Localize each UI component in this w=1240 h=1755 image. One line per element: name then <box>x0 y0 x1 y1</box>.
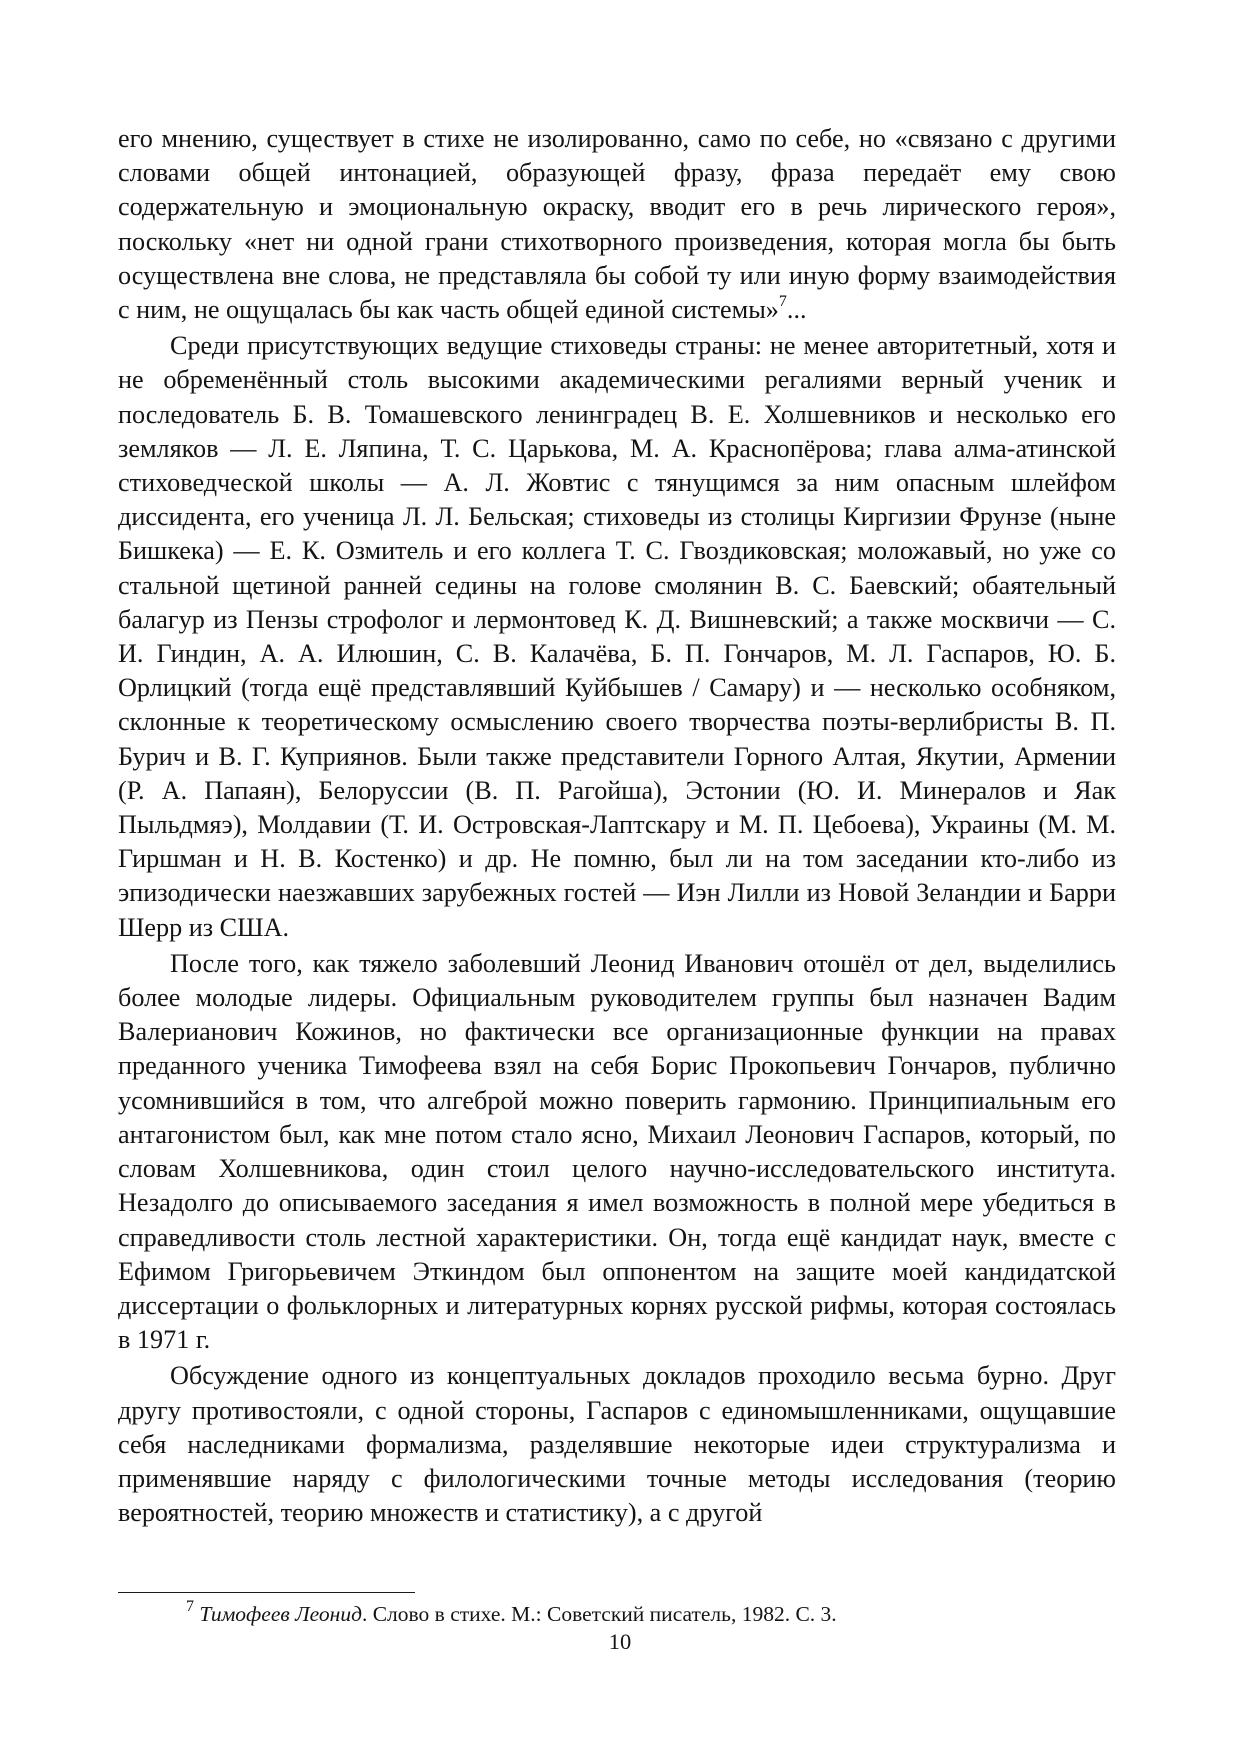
paragraph-1-ellipsis: ... <box>786 295 807 325</box>
paragraph-4: Обсуждение одного из концептуальных докладов проходило весьма бурно. Друг другу противостояли, с одной стороны, Гаспаров с единомышленниками, ощущавшие себя наследниками формализма, разделявшие некоторые идеи структурализма и применявшие наряду с филологическими точные методы исследования (теорию вероятностей, теорию множеств и статистику), а с другой <box>118 1361 1116 1528</box>
footnote-number: 7 <box>186 1597 194 1615</box>
footnote-separator <box>118 1592 415 1593</box>
footnote-citation: . Слово в стихе. М.: Советский писатель, 1982. С. 3. <box>361 1602 837 1626</box>
paragraph-3: После того, как тяжело заболевший Леонид Иванович отошёл от дел, выделились более молодые лидеры. Официальным руководителем группы был назначен Вадим Валерианович Кожинов, но фактически все организационные функции на правах преданного ученика Тимофеева взял на себя Борис Прокопьевич Гончаров, публично усомнившийся в том, что алгеброй можно поверить гармонию. Принципиальным его антагонистом был, как мне потом стало ясно, Михаил Леонович Гаспаров, который, по словам Холшевникова, один стоил целого научно-исследовательского института. Незадолго до описываемого заседания я имел возможность в полной мере убедиться в справедливости столь лестной характеристики. Он, тогда ещё кандидат наук, вместе с Ефимом Григорьевичем Эткиндом был оппонентом на защите моей кандидатской диссертации о фольклорных и литературных корнях русской рифмы, которая состоялась в 1971 г. <box>118 948 1116 1355</box>
footnote <box>186 1597 1116 1628</box>
footnote-reference[interactable]: 7 <box>778 293 787 311</box>
footnote-author: Тимофеев Леонид <box>199 1602 362 1626</box>
body-text <box>118 122 1116 1530</box>
page-number: 10 <box>608 1629 632 1654</box>
paragraph-1 <box>118 122 1116 327</box>
paragraph-2: Среди присутствующих ведущие стиховеды страны: не менее авторитетный, хотя и не обременённый столь высокими академическими регалиями верный ученик и последователь Б. В. Томашевского ленинградец В. Е. Холшевников и несколько его земляков — Л. Е. Ляпина, Т. С. Царькова, М. А. Краснопёрова; глава алма-атинской стиховедческой школы — А. Л. Жовтис с тянущимся за ним опасным шлейфом диссидента, его ученица Л. Л. Бельская; стиховеды из столицы Киргизии Фрунзе (ныне Бишкека) — Е. К. Озмитель и его коллега Т. С. Гвоздиковская; моложавый, но уже со стальной щетиной ранней седины на голове смолянин В. С. Баевский; обаятельный балагур из Пензы строфолог и лермонтовед К. Д. Вишневский; а также москвичи — С. И. Гиндин, А. А. Илюшин, С. В. Калачёва, Б. П. Гончаров, М. Л. Гаспаров, Ю. Б. Орлицкий (тогда ещё представлявший Куйбышев / Самару) и — несколько особняком, склонные к теоретическому осмыслению своего творчества поэты-верлибристы В. П. Бурич и В. Г. Куприянов. Были также представители Горного Алтая, Якутии, Армении (Р. А. Папаян), Белоруссии (В. П. Рагойша), Эстонии (Ю. И. Минералов и Яак Пыльдмяэ), Молдавии (Т. И. Островская-Лаптскару и М. П. Цебоева), Украины (М. М. Гиршман и Н. В. Костенко) и др. Не помню, был ли на том заседании кто-либо из эпизодически наезжавших зарубежных гостей — Иэн Лилли из Новой Зеландии и Барри Шерр из США. <box>118 331 1116 942</box>
paragraph-1-text: его мнению, существует в стихе не изолированно, само по себе, но «связано с другими словами общей интонацией, образующей фразу, фраза передаёт ему свою содержательную и эмоциональную окраску, вводит его в речь лирического героя», поскольку «нет ни одной грани стихотворного произведения, которая могла бы быть осуществлена вне слова, не представляла бы собой ту или иную форму взаимодействия с ним, не ощущалась бы как часть общей единой системы» <box>118 124 1116 325</box>
